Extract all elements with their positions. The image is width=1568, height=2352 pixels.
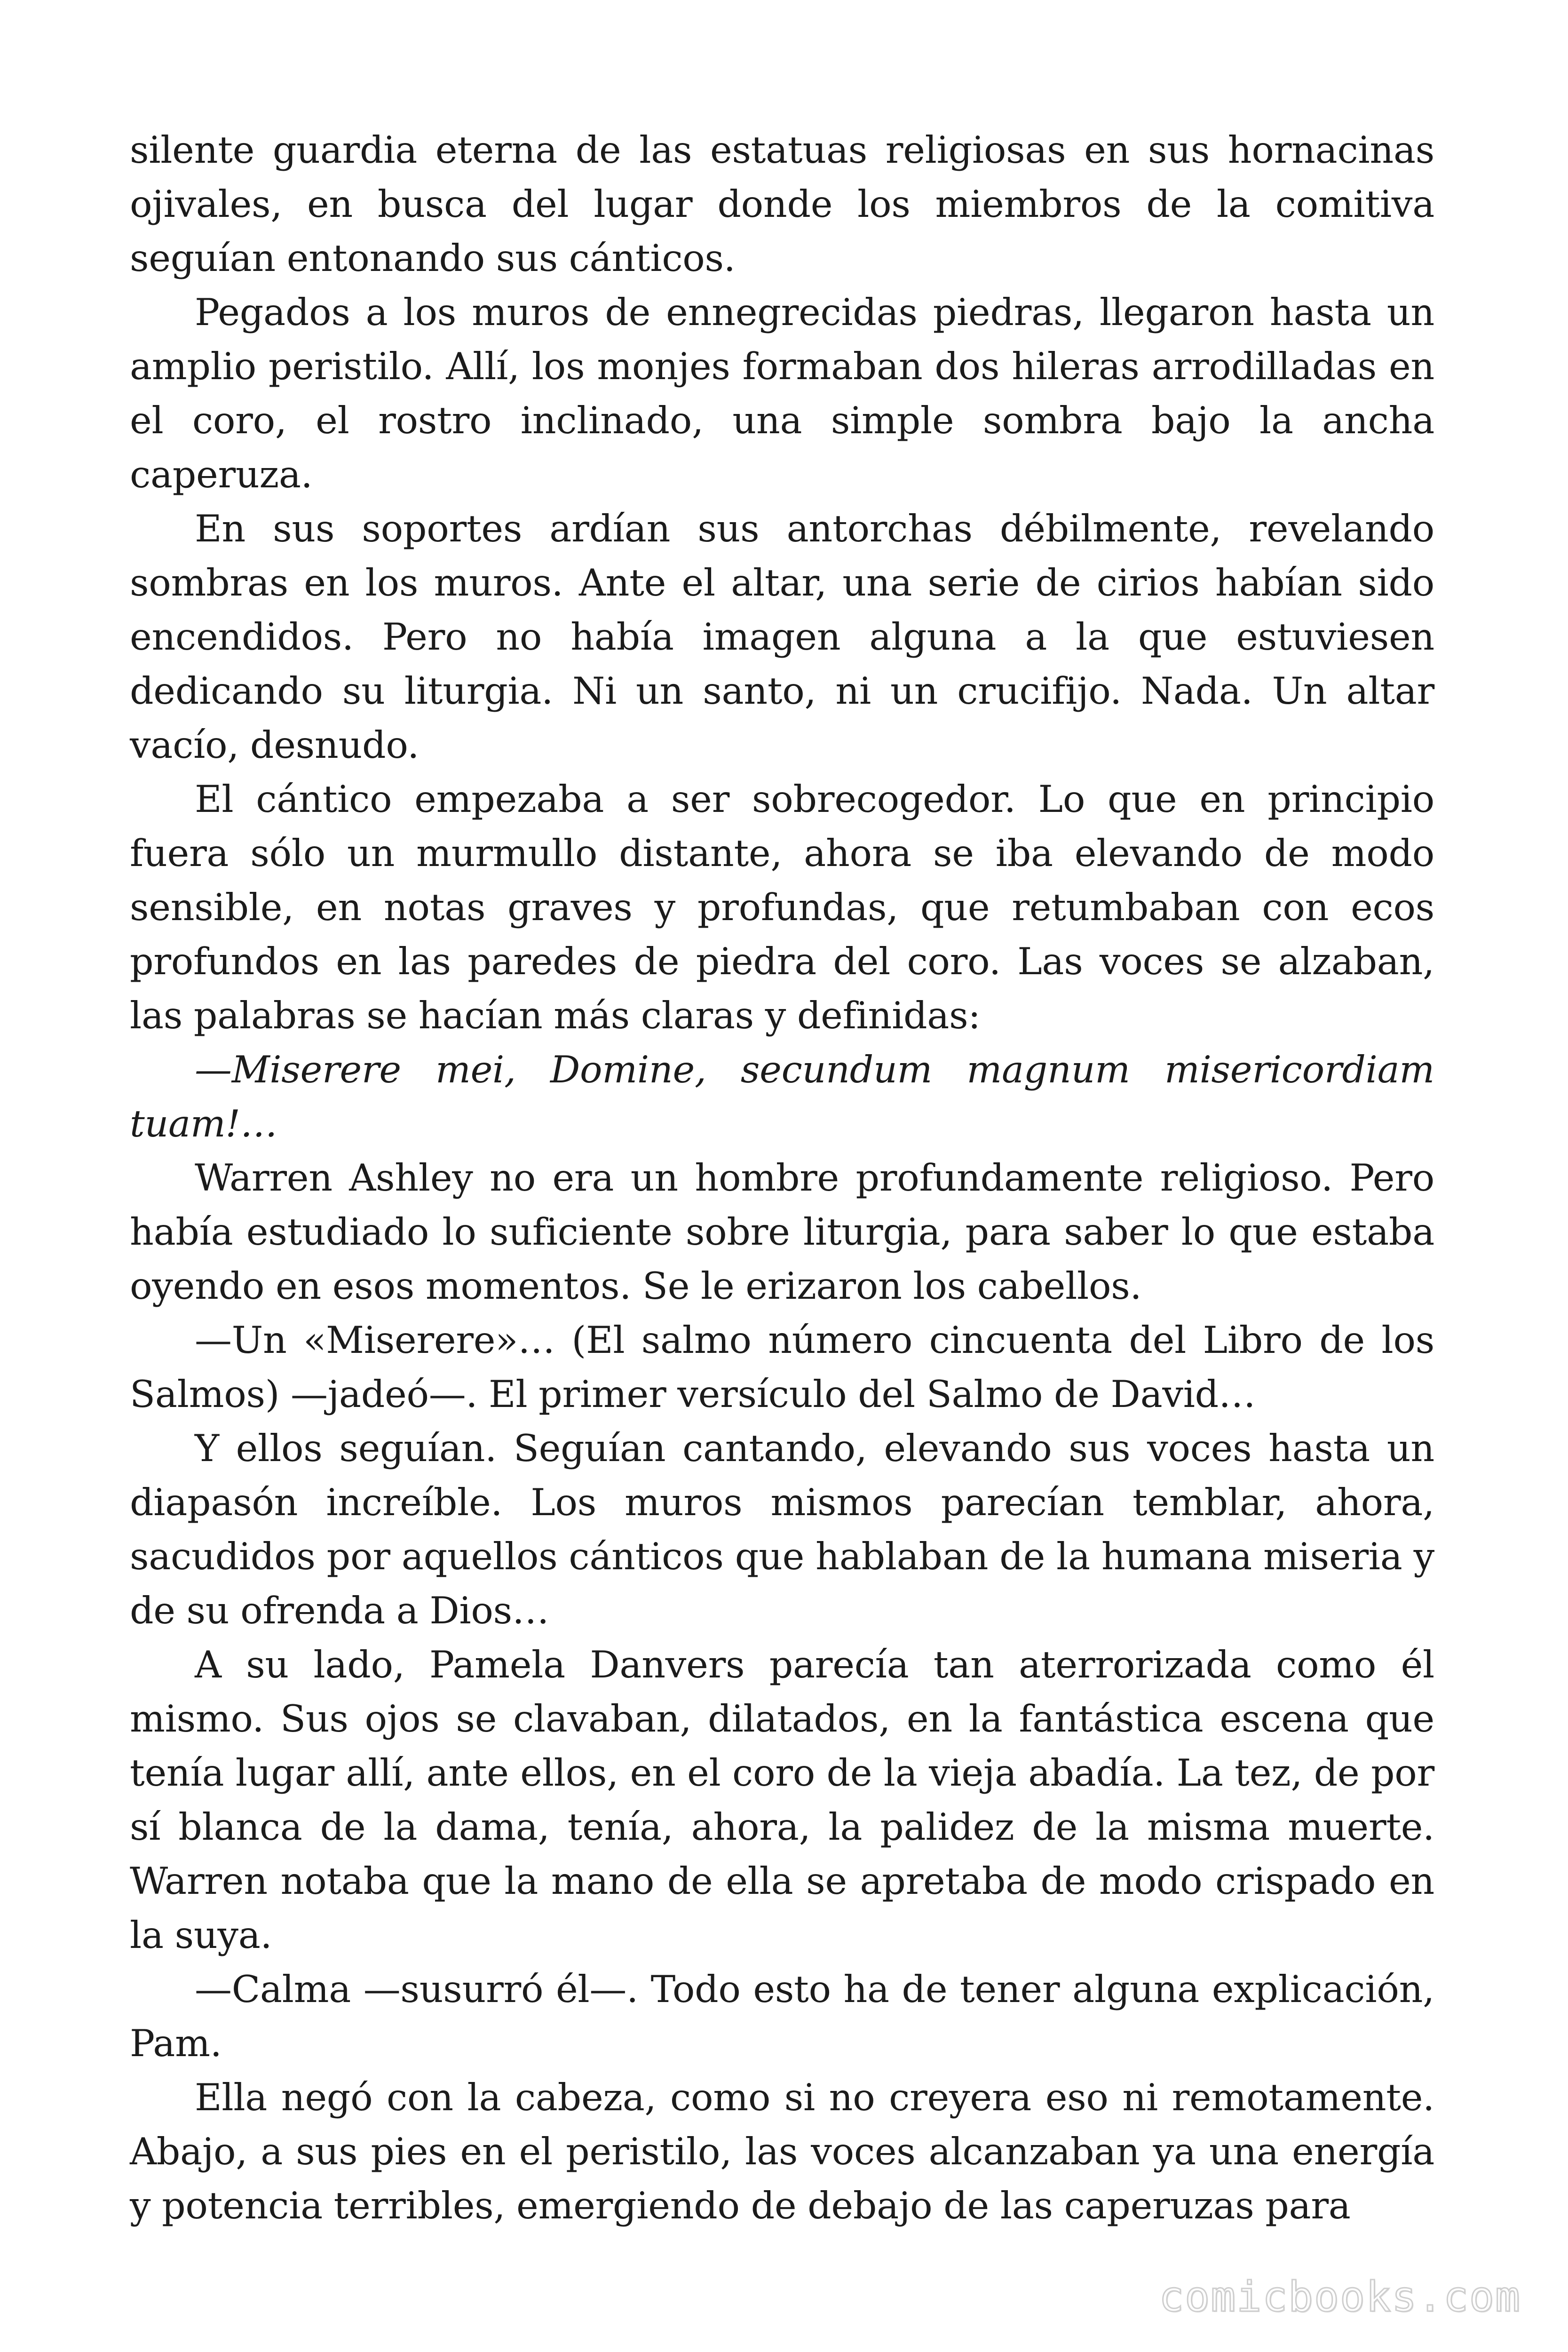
dialogue-paragraph: —Calma —susurró él—. Todo esto ha de tener alguna explicación, Pam. bbox=[130, 1968, 1434, 2065]
latin-chant-text: —Miserere mei, Domine, secundum magnum misericordiam tuam!… bbox=[130, 1048, 1434, 1145]
paragraph: Pegados a los muros de ennegrecidas piedras, llegaron hasta un amplio peristilo. Allí, los monjes formaban dos hileras arrodilladas en el coro, el rostro inclinado, una simple sombra bajo la ancha caperuza. bbox=[130, 291, 1434, 496]
dialogue-paragraph: —Un «Miserere»… (El salmo número cincuenta del Libro de los Salmos) —jadeó—. El primer versículo del Salmo de David… bbox=[130, 1319, 1434, 1416]
latin-chant-quote bbox=[130, 1043, 1434, 1151]
paragraph: Y ellos seguían. Seguían cantando, elevando sus voces hasta un diapasón increíble. Los muros mismos parecían temblar, ahora, sacudidos por aquellos cánticos que hablaban de la humana miseria y de su ofrenda a Dios… bbox=[130, 1427, 1434, 1632]
watermark-logo: comicbooks.com bbox=[1159, 2273, 1521, 2321]
paragraph: El cántico empezaba a ser sobrecogedor. Lo que en principio fuera sólo un murmullo distante, ahora se iba elevando de modo sensible, en notas graves y profundas, que retumbaban con ecos profundos en las paredes de piedra del coro. Las voces se alzaban, las palabras se hacían más claras y definidas: bbox=[130, 778, 1434, 1037]
paragraph: En sus soportes ardían sus antorchas débilmente, revelando sombras en los muros. Ante el altar, una serie de cirios habían sido encendidos. Pero no había imagen alguna a la que estuviesen dedicando su liturgia. Ni un santo, ni un crucifijo. Nada. Un altar vacío, desnudo. bbox=[130, 507, 1434, 767]
paragraph: A su lado, Pamela Danvers parecía tan aterrorizada como él mismo. Sus ojos se clavaban, dilatados, en la fantástica escena que tenía lugar allí, ante ellos, en el coro de la vieja abadía. La tez, de por sí blanca de la dama, tenía, ahora, la palidez de la misma muerte. Warren notaba que la mano de ella se apretaba de modo crispado en la suya. bbox=[130, 1643, 1434, 1957]
paragraph-last: Ella negó con la cabeza, como si no creyera eso ni remotamente. Abajo, a sus pies en el peristilo, las voces alcanzaban ya una energía y potencia terribles, emergiendo de debajo de las caperuzas para bbox=[130, 2076, 1434, 2227]
paragraph: Warren Ashley no era un hombre profundamente religioso. Pero había estudiado lo suficiente sobre liturgia, para saber lo que estaba oyendo en esos momentos. Se le erizaron los cabellos. bbox=[130, 1156, 1434, 1308]
paragraph-continuation: silente guardia eterna de las estatuas religiosas en sus hornacinas ojivales, en busca del lugar donde los miembros de la comitiva seguían entonando sus cánticos. bbox=[130, 128, 1434, 280]
page-body bbox=[130, 123, 1434, 2233]
